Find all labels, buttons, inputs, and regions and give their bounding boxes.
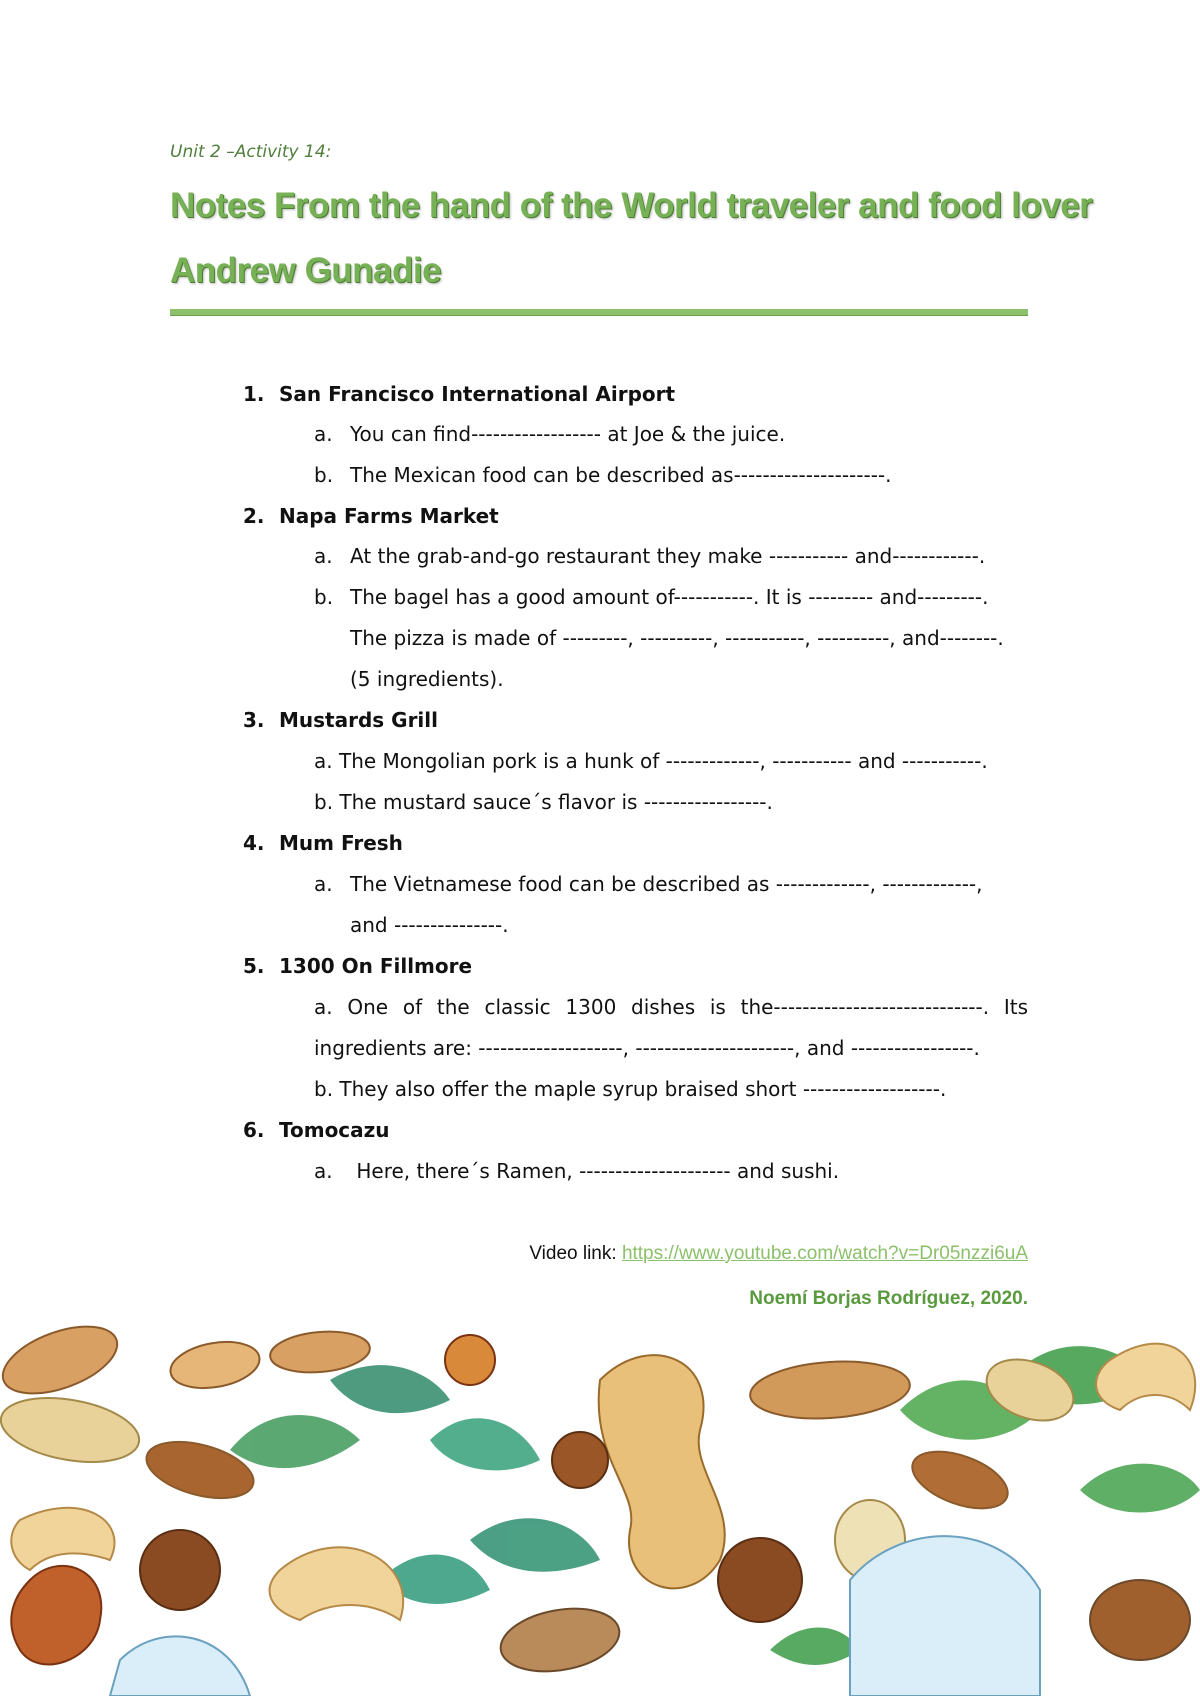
section-title: San Francisco International Airport bbox=[279, 382, 676, 406]
item-letter: a. bbox=[314, 1159, 333, 1183]
list-item bbox=[314, 1159, 839, 1183]
brazil-nut-icon bbox=[496, 1580, 1190, 1680]
section-number: 6. bbox=[243, 1118, 265, 1142]
section-heading-4 bbox=[243, 831, 403, 855]
item-letter: a. bbox=[314, 872, 333, 896]
item-letter: b. bbox=[314, 585, 334, 609]
section-heading-2 bbox=[243, 504, 499, 528]
item-text: The bagel has a good amount of-----------. It is --------- and---------. bbox=[350, 585, 989, 609]
section-heading-3 bbox=[243, 708, 438, 732]
list-item bbox=[314, 585, 988, 609]
list-item-continuation: ingredients are: --------------------, ----------------------, and -----------------. bbox=[314, 1036, 980, 1060]
title-underline bbox=[170, 309, 1028, 316]
section-title: Napa Farms Market bbox=[279, 504, 499, 528]
section-number: 5. bbox=[243, 954, 265, 978]
list-item bbox=[314, 872, 983, 896]
section-title: Mum Fresh bbox=[279, 831, 403, 855]
item-letter: a. bbox=[314, 422, 333, 446]
page-title-line-2: Andrew Gunadie bbox=[170, 251, 442, 290]
peanut-icon bbox=[599, 1355, 725, 1588]
list-item-continuation: (5 ingredients). bbox=[350, 667, 504, 691]
section-title: Mustards Grill bbox=[279, 708, 438, 732]
author-credit: Noemí Borjas Rodríguez, 2020. bbox=[749, 1288, 1028, 1309]
video-link-line bbox=[529, 1243, 1028, 1265]
video-link-label: Video link: bbox=[529, 1243, 622, 1264]
list-item bbox=[314, 463, 891, 487]
section-number: 4. bbox=[243, 831, 265, 855]
section-title: Tomocazu bbox=[279, 1118, 390, 1142]
unit-label: Unit 2 –Activity 14: bbox=[170, 142, 332, 162]
item-letter: b. bbox=[314, 463, 334, 487]
section-number: 2. bbox=[243, 504, 265, 528]
item-text: The Mexican food can be described as---------------------. bbox=[350, 463, 892, 487]
page-title-line-1: Notes From the hand of the World traveler and food lover bbox=[170, 186, 1093, 225]
section-number: 1. bbox=[243, 382, 265, 406]
list-item bbox=[314, 422, 785, 446]
list-item: b. The mustard sauce´s flavor is -----------------. bbox=[314, 790, 773, 814]
item-text: The Vietnamese food can be described as -------------, -------------, bbox=[350, 872, 983, 896]
section-number: 3. bbox=[243, 708, 265, 732]
list-item: a. One of the classic 1300 dishes is the-----------------------------. Its bbox=[314, 995, 1028, 1019]
section-heading-6 bbox=[243, 1118, 390, 1142]
list-item-continuation: and ---------------. bbox=[350, 913, 509, 937]
almond-icon bbox=[0, 1320, 1015, 1520]
section-heading-1 bbox=[243, 382, 675, 406]
section-heading-5 bbox=[243, 954, 472, 978]
list-item: b. They also offer the maple syrup braised short -------------------. bbox=[314, 1077, 947, 1101]
video-link[interactable]: https://www.youtube.com/watch?v=Dr05nzzi6uA bbox=[621, 1243, 1028, 1264]
list-item: a. The Mongolian pork is a hunk of -------------, ----------- and -----------. bbox=[314, 749, 988, 773]
item-text: You can find------------------ at Joe & the juice. bbox=[350, 422, 786, 446]
list-item-continuation: The pizza is made of ---------, ----------, -----------, ----------, and--------. bbox=[350, 626, 1004, 650]
item-text: At the grab-and-go restaurant they make ----------- and------------. bbox=[350, 544, 986, 568]
nuts-leaves-illustration bbox=[0, 1320, 1200, 1696]
section-title: 1300 On Fillmore bbox=[279, 954, 473, 978]
item-text: Here, there´s Ramen, --------------------- and sushi. bbox=[350, 1159, 840, 1183]
list-item bbox=[314, 544, 985, 568]
item-letter: a. bbox=[314, 544, 333, 568]
